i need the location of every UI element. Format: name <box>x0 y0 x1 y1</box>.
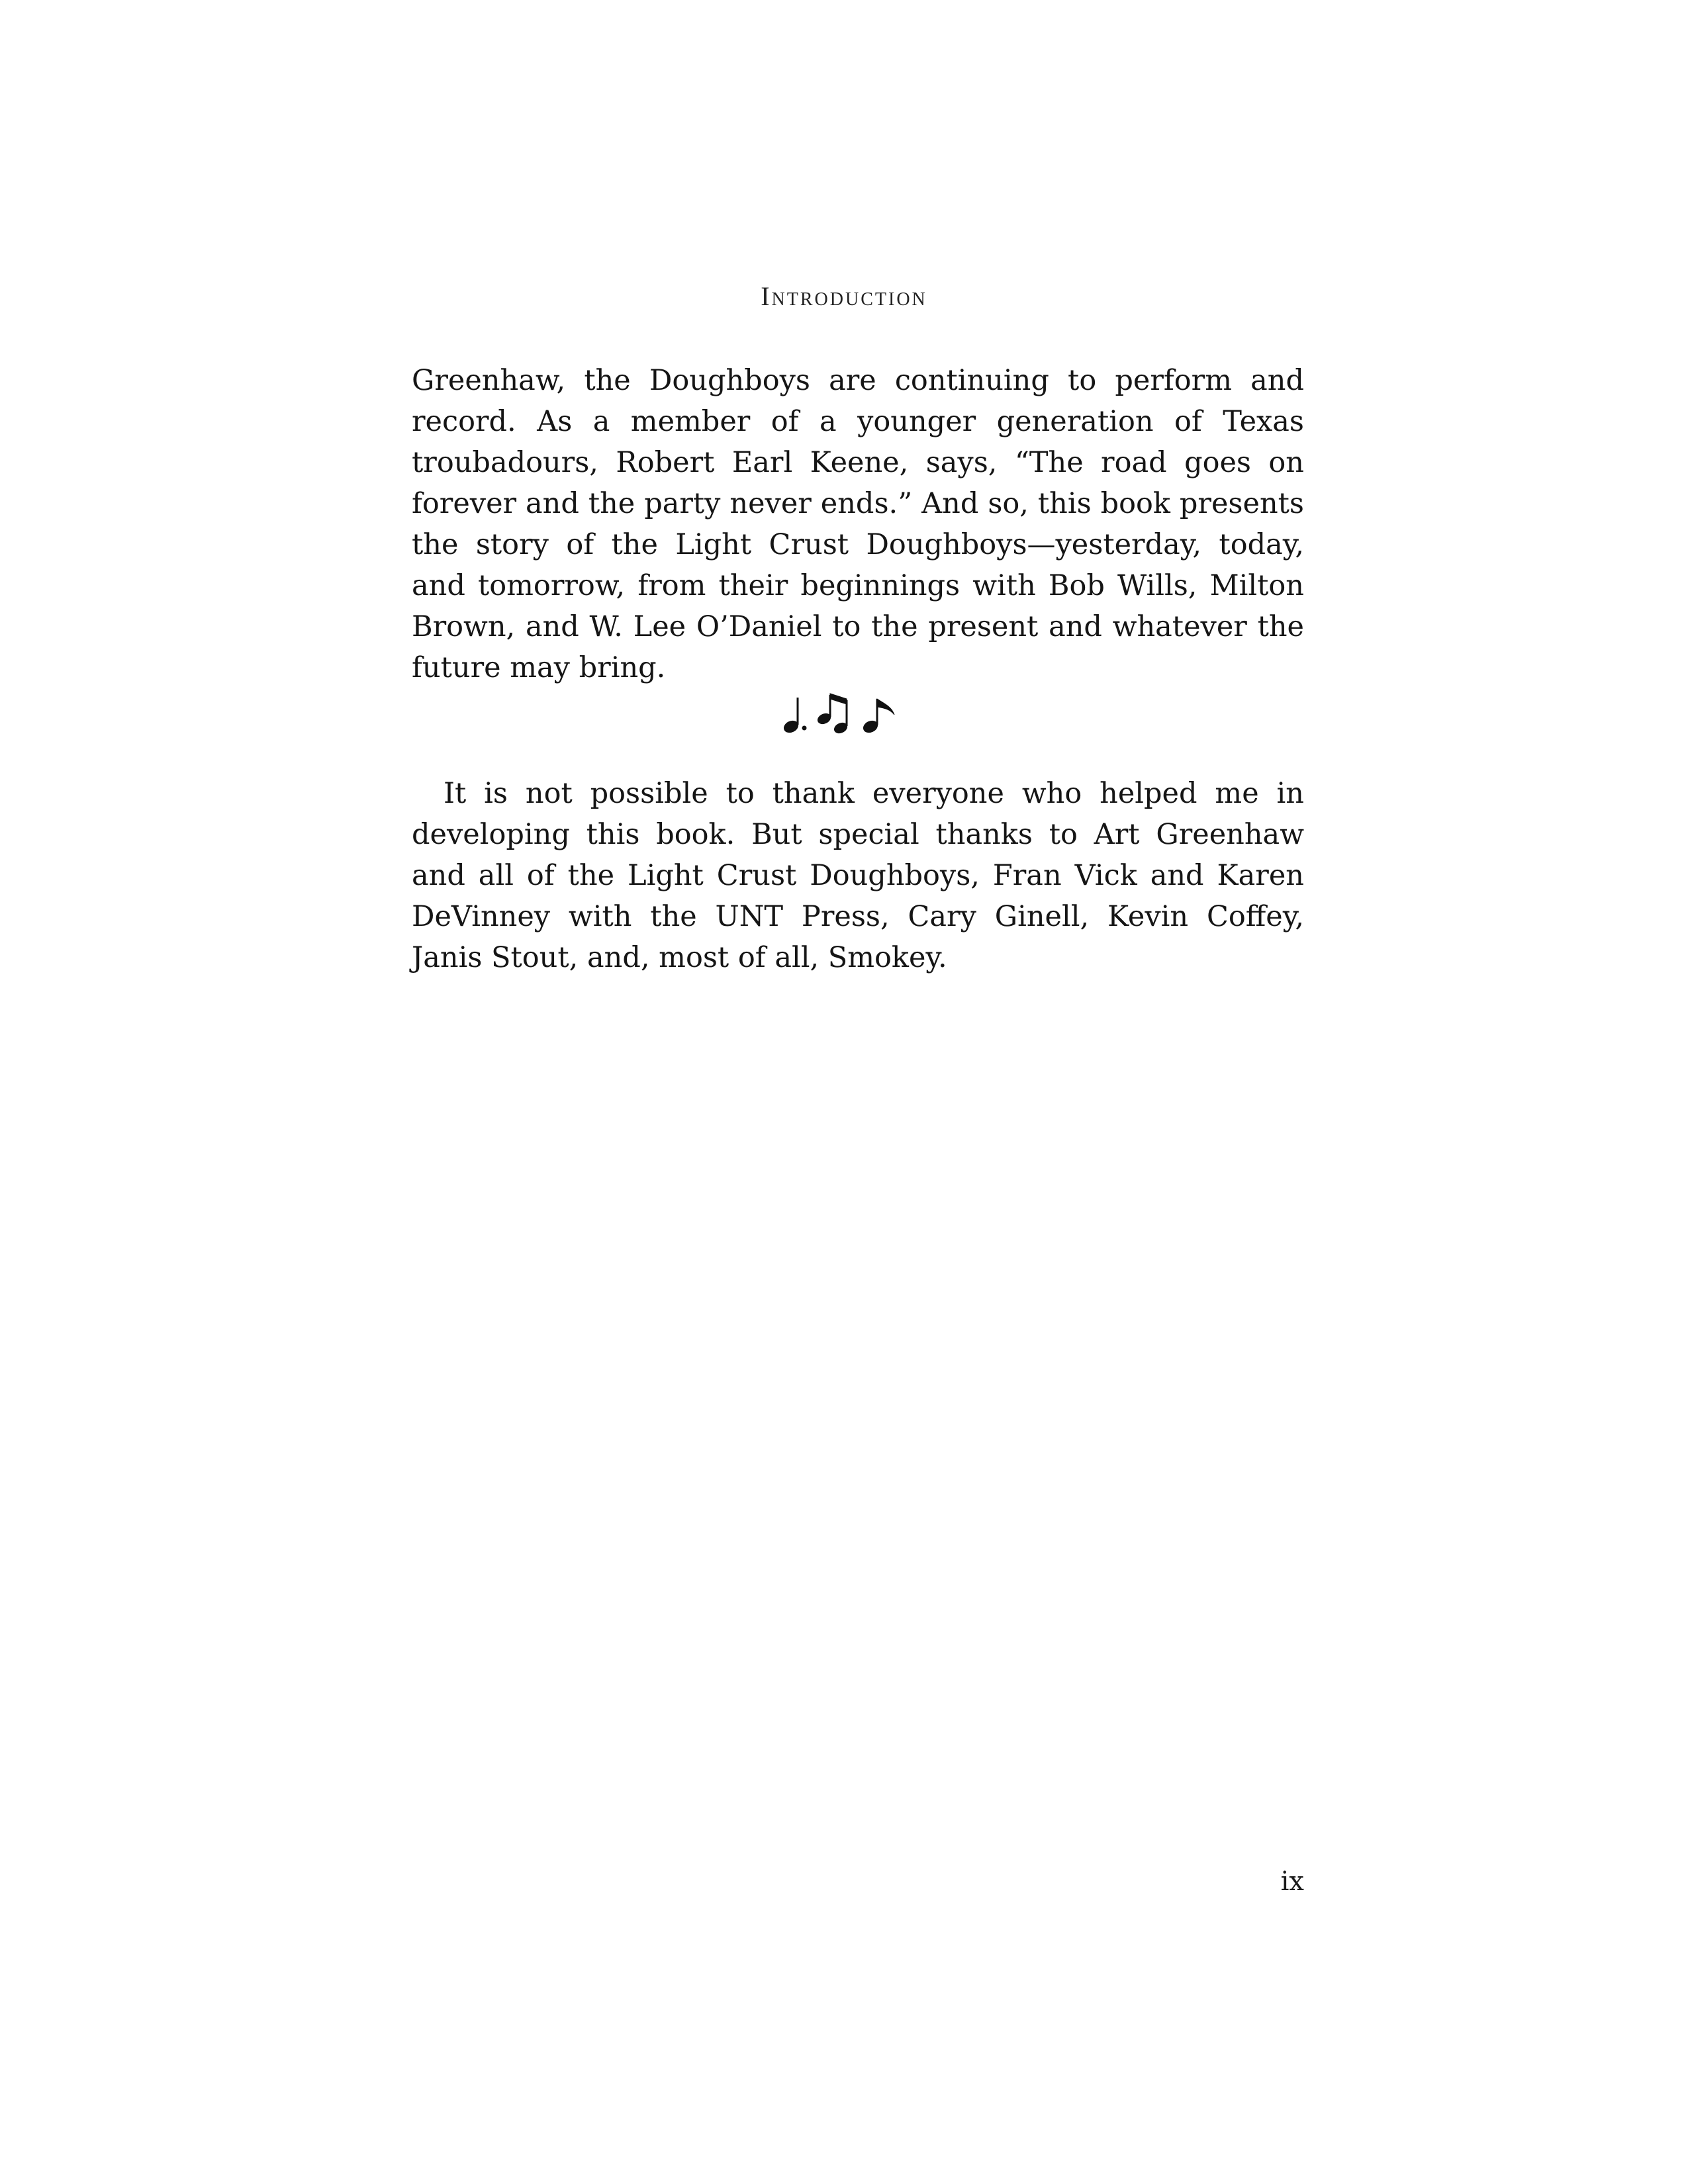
body-paragraph: Greenhaw, the Doughboys are continuing to perform and record. As a member of a younger generation of Texas troubadours, Robert Earl Keene, says, “The road goes on forever and the party never ends.” And so, this book presents the story of the Light Crust Doughboys—yesterday, today, and tomorrow, from their beginnings with Bob Wills, Milton Brown, and W. Lee O’Daniel to the present and whatever the future may bring. <box>412 364 1304 684</box>
page-number: ix <box>1280 1866 1304 1897</box>
running-head: Introduction <box>761 281 927 311</box>
acknowledgments-paragraph: It is not possible to thank everyone who helped me in developing this book. But special thanks to Art Greenhaw and all of the Light Crust Doughboys, Fran Vick and Karen DeVinney with the UNT Press, Cary Ginell, Kevin Coffey, Janis Stout, and, most of all, Smokey. <box>412 777 1304 974</box>
music-notes-icon <box>778 688 910 741</box>
body-text-block <box>412 360 1304 688</box>
acknowledgments-text-block <box>412 773 1304 978</box>
section-break-ornament <box>0 688 1688 741</box>
